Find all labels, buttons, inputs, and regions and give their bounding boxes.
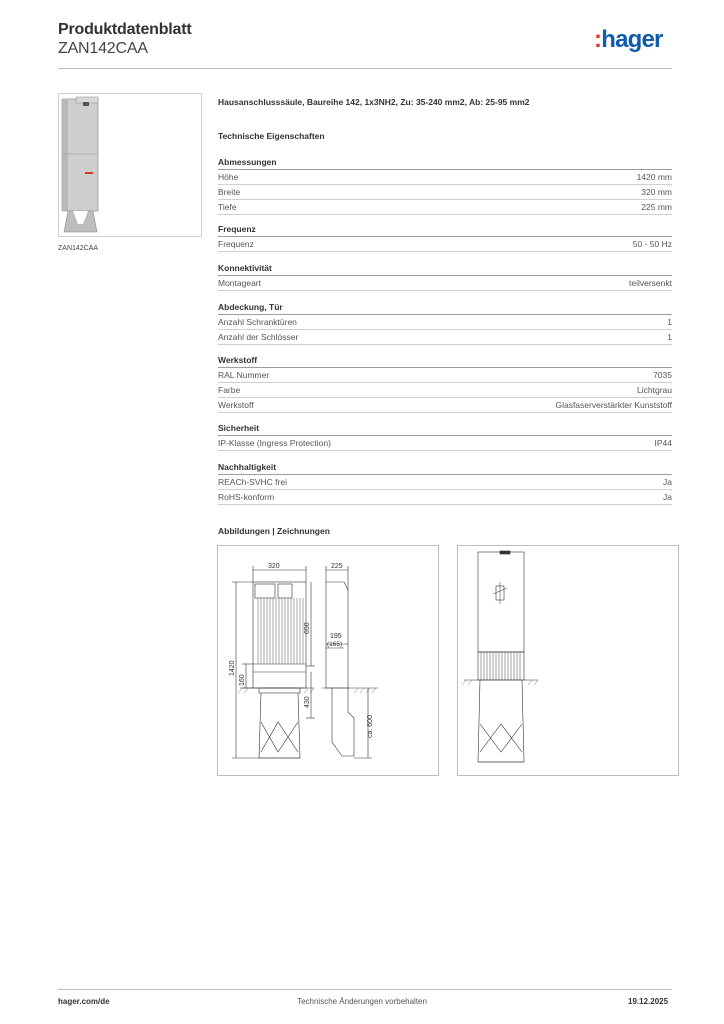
product-description: Hausanschlusssäule, Baureihe 142, 1x3NH2, Zu: 35-240 mm2, Ab: 25-95 mm2 — [218, 97, 530, 107]
group-frequency — [218, 222, 672, 252]
group-title: Abdeckung, Tür — [218, 300, 672, 315]
table-row: Anzahl Schranktüren 1 — [218, 315, 672, 330]
dim-inner-depth-alt-label: (165) — [327, 641, 343, 648]
dim-depth-label: 225 — [331, 563, 343, 570]
group-title: Werkstoff — [218, 353, 672, 368]
table-row: Werkstoff Glasfaserverstärkter Kunststoff — [218, 398, 672, 413]
group-cover-door — [218, 300, 672, 345]
technical-drawing — [457, 545, 679, 776]
dim-height-total-label: 1420 — [229, 660, 236, 676]
group-connectivity — [218, 261, 672, 291]
dim-height-low-label: 160 — [239, 674, 246, 686]
footer-date: 19.12.2025 — [628, 997, 669, 1006]
table-row: Montageart teilversenkt — [218, 276, 672, 291]
footer-notice: Technische Änderungen vorbehalten — [297, 997, 427, 1006]
dim-width-label: 320 — [268, 563, 280, 570]
figures-title: Abbildungen | Zeichnungen — [218, 526, 330, 536]
document-title: Produktdatenblatt — [58, 21, 192, 38]
table-row: Höhe 1420 mm — [218, 170, 672, 185]
table-row: RAL Nummer 7035 — [218, 368, 672, 383]
group-title: Sicherheit — [218, 421, 672, 436]
table-row: Breite 320 mm — [218, 185, 672, 200]
table-row: Frequenz 50 - 50 Hz — [218, 237, 672, 252]
table-row: REACh-SVHC frei Ja — [218, 475, 672, 490]
dim-height-plinth-label: 430 — [304, 696, 311, 708]
table-row: Tiefe 225 mm — [218, 200, 672, 215]
group-title: Nachhaltigkeit — [218, 460, 672, 475]
group-title: Abmessungen — [218, 155, 672, 170]
group-dimensions — [218, 155, 672, 215]
dimension-drawing — [217, 545, 439, 776]
header-divider — [58, 68, 672, 69]
footer-divider — [58, 989, 672, 990]
table-row: RoHS-konform Ja — [218, 490, 672, 505]
table-row: Farbe Lichtgrau — [218, 383, 672, 398]
group-sustainability — [218, 460, 672, 505]
group-title: Frequenz — [218, 222, 672, 237]
dim-ground-label: ca. 600 — [367, 715, 374, 738]
dim-inner-depth-label: 195 — [330, 633, 342, 640]
hager-logo: :hager — [594, 26, 663, 53]
tech-properties-title: Technische Eigenschaften — [218, 131, 325, 141]
product-image-caption: ZAN142CAA — [58, 245, 99, 252]
table-row: IP-Klasse (Ingress Protection) IP44 — [218, 436, 672, 451]
article-number: ZAN142CAA — [58, 40, 148, 57]
group-title: Konnektivität — [218, 261, 672, 276]
group-safety — [218, 421, 672, 451]
table-row: Anzahl der Schlösser 1 — [218, 330, 672, 345]
product-image — [58, 93, 202, 237]
dim-height-upper-label: 650 — [304, 622, 311, 634]
group-material — [218, 353, 672, 413]
footer-website-link[interactable]: hager.com/de — [58, 997, 110, 1006]
